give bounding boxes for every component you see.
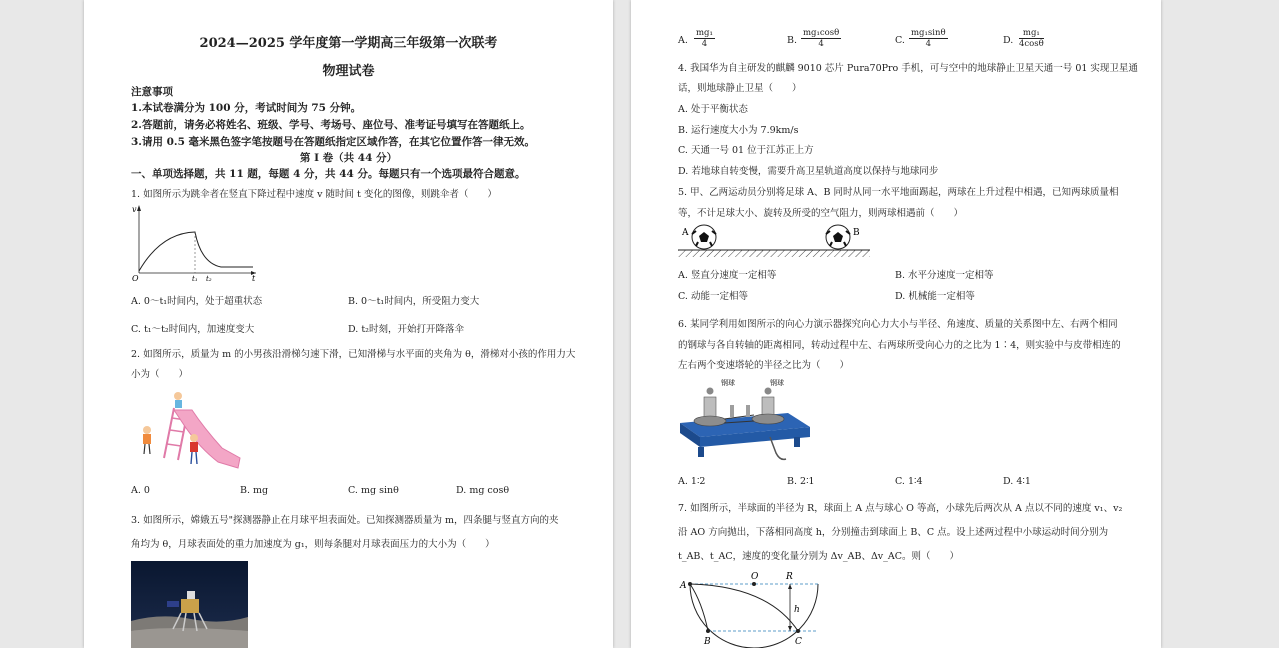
q3-stem-line1: 3. 如图所示，嫦娥五号"探测器静止在月球平坦表面处。已知探测器质量为 m，四条腿与竖直方向的夹 xyxy=(131,515,559,526)
q1-graph-x-label: t xyxy=(252,274,256,283)
q5-option-a: A. 竖直分速度一定相等 xyxy=(678,270,777,281)
q3-option-c-label: C. xyxy=(895,35,905,46)
q1-graph-y-label: v xyxy=(132,205,137,214)
section-title: 一、单项选择题，共 11 题，每题 4 分，共 44 分。每题只有一个选项最符合题意。 xyxy=(131,168,526,180)
q3-option-c-frac xyxy=(909,28,948,49)
q6-ball-label-left: 钢球 xyxy=(721,379,735,387)
q3-option-c-den: 4 xyxy=(925,39,931,49)
q7-label-b: B xyxy=(704,637,711,647)
q6-option-b: B. 2∶1 xyxy=(787,476,815,487)
q7-label-o: O xyxy=(751,572,759,582)
q5-option-b: B. 水平分速度一定相等 xyxy=(895,270,994,281)
q1-graph-t1: t₁ xyxy=(192,275,198,283)
q1-option-c: C. t₁～t₂时间内，加速度变大 xyxy=(131,324,255,335)
q7-stem-line1: 7. 如图所示，半球面的半径为 R，球面上 A 点与球心 O 等高，小球先后两次从 A 点以不同的速度 v₁、v₂ xyxy=(678,503,1123,514)
q1-graph-origin: O xyxy=(132,274,139,283)
q4-option-a: A. 处于平衡状态 xyxy=(678,104,748,115)
q6-stem-line1: 6. 某同学利用如图所示的向心力演示器探究向心力大小与半径、角速度、质量的关系图中左、右两个相同 xyxy=(678,319,1118,330)
q1-vt-graph xyxy=(131,203,261,283)
q7-label-a: A xyxy=(680,581,687,591)
q2-option-b: B. mg xyxy=(240,485,269,496)
q3-option-a-den: 4 xyxy=(701,39,708,49)
q3-option-b-num: mg₁cosθ xyxy=(803,28,840,38)
q5-label-b: B xyxy=(853,228,860,238)
q3-option-a-num: mg₁ xyxy=(696,28,713,38)
q6-option-d: D. 4∶1 xyxy=(1003,476,1031,487)
q3-lander-photo xyxy=(131,561,248,648)
right-page xyxy=(631,0,1161,648)
q2-option-a: A. 0 xyxy=(131,485,150,496)
q1-option-a: A. 0～t₁时间内，处于超重状态 xyxy=(131,296,263,307)
q6-stem-line2: 的钢球与各自转轴的距离相同，转动过程中左、右两球所受向心力的之比为 1∶4，则实验中与皮带相连的 xyxy=(678,340,1121,351)
q1-option-d: D. t₂时刻，开始打开降落伞 xyxy=(348,324,464,335)
exam-title: 2024—2025 学年度第一学期高三年级第一次联考 xyxy=(199,36,498,51)
q3-option-d-num: mg₁ xyxy=(1019,28,1044,39)
exam-subject: 物理试卷 xyxy=(322,64,375,79)
q5-option-c: C. 动能一定相等 xyxy=(678,291,748,302)
left-page xyxy=(84,0,613,648)
q5-option-d: D. 机械能一定相等 xyxy=(895,291,975,302)
q3-option-b-label: B. xyxy=(787,35,798,46)
q4-stem-line2: 话，则地球静止卫星（ ） xyxy=(678,83,802,94)
q7-hemisphere-diagram xyxy=(678,568,838,648)
q6-ball-label-right: 钢球 xyxy=(770,379,784,387)
q6-centripetal-apparatus xyxy=(678,375,813,467)
q7-stem-line3: t_AB、t_AC，速度的变化量分别为 Δv_AB、Δv_AC。则（ ） xyxy=(678,551,960,562)
notice-heading: 注意事项 xyxy=(131,86,173,98)
notice-3: 3.请用 0.5 毫米黑色签字笔按题号在答题纸指定区域作答，在其它位置作答一律无效。 xyxy=(131,136,536,148)
q4-option-c: C. 天通一号 01 位于江苏正上方 xyxy=(678,145,814,156)
q6-option-c: C. 1∶4 xyxy=(895,476,923,487)
q3-option-a-label: A. xyxy=(678,35,688,46)
q2-option-c: C. mg sinθ xyxy=(348,485,399,496)
q2-stem-line1: 2. 如图所示，质量为 m 的小男孩沿滑梯匀速下滑，已知滑梯与水平面的夹角为 θ，滑梯对小孩的作用力大 xyxy=(131,349,576,360)
q3-option-d-frac xyxy=(1019,28,1044,49)
q7-label-c: C xyxy=(795,637,802,647)
q5-football-diagram xyxy=(678,222,873,260)
q7-label-r: R xyxy=(786,572,793,582)
part-title: 第 I 卷（共 44 分） xyxy=(299,152,398,164)
q5-stem-line2: 等，不计足球大小、旋转及所受的空气阻力，则两球相遇前（ ） xyxy=(678,208,964,219)
q5-stem-line1: 5. 甲、乙两运动员分别将足球 A、B 同时从同一水平地面踢起，两球在上升过程中相遇，已知两球质量相 xyxy=(678,187,1119,198)
q3-option-b-frac xyxy=(801,28,841,49)
q3-option-d-den: 4cosθ xyxy=(1019,39,1044,49)
q3-option-b-den: 4 xyxy=(818,39,824,49)
q1-graph-t2: t₂ xyxy=(206,275,212,283)
q7-stem-line2: 沿 AO 方向抛出，下落相同高度 h，分别撞击到球面上 B、C 点。设上述两过程中小球运动时间分别为 xyxy=(678,527,1109,538)
q4-option-d: D. 若地球自转变慢，需要升高卫星轨道高度以保持与地球同步 xyxy=(678,166,939,177)
q6-option-a: A. 1∶2 xyxy=(678,476,706,487)
notice-2: 2.答题前，请务必将姓名、班级、学号、考场号、座位号、准考证号填写在答题纸上。 xyxy=(131,119,531,131)
q2-slide-illustration xyxy=(134,388,246,474)
q3-option-c-num: mg₁sinθ xyxy=(911,28,946,38)
q5-label-a: A xyxy=(682,228,689,238)
q2-stem-line2: 小为（ ） xyxy=(131,369,189,380)
q7-label-h: h xyxy=(794,605,800,615)
q1-stem: 1. 如图所示为跳伞者在竖直下降过程中速度 v 随时间 t 变化的图像，则跳伞者（ ） xyxy=(131,189,497,200)
q3-stem-line2: 角均为 θ，月球表面处的重力加速度为 g₁，则每条腿对月球表面压力的大小为（ ） xyxy=(131,539,495,550)
q4-option-b: B. 运行速度大小为 7.9km/s xyxy=(678,125,799,136)
q2-option-d: D. mg cosθ xyxy=(456,485,510,496)
notice-1: 1.本试卷满分为 100 分，考试时间为 75 分钟。 xyxy=(131,102,362,114)
q4-stem-line1: 4. 我国华为自主研发的麒麟 9010 芯片 Pura70Pro 手机，可与空中的地球静止卫星天通一号 01 实现卫星通 xyxy=(678,63,1138,74)
q3-option-d-label: D. xyxy=(1003,35,1014,46)
q1-option-b: B. 0～t₁时间内，所受阻力变大 xyxy=(348,296,480,307)
q6-stem-line3: 左右两个变速塔轮的半径之比为（ ） xyxy=(678,360,850,371)
q3-option-a-frac xyxy=(694,28,715,49)
